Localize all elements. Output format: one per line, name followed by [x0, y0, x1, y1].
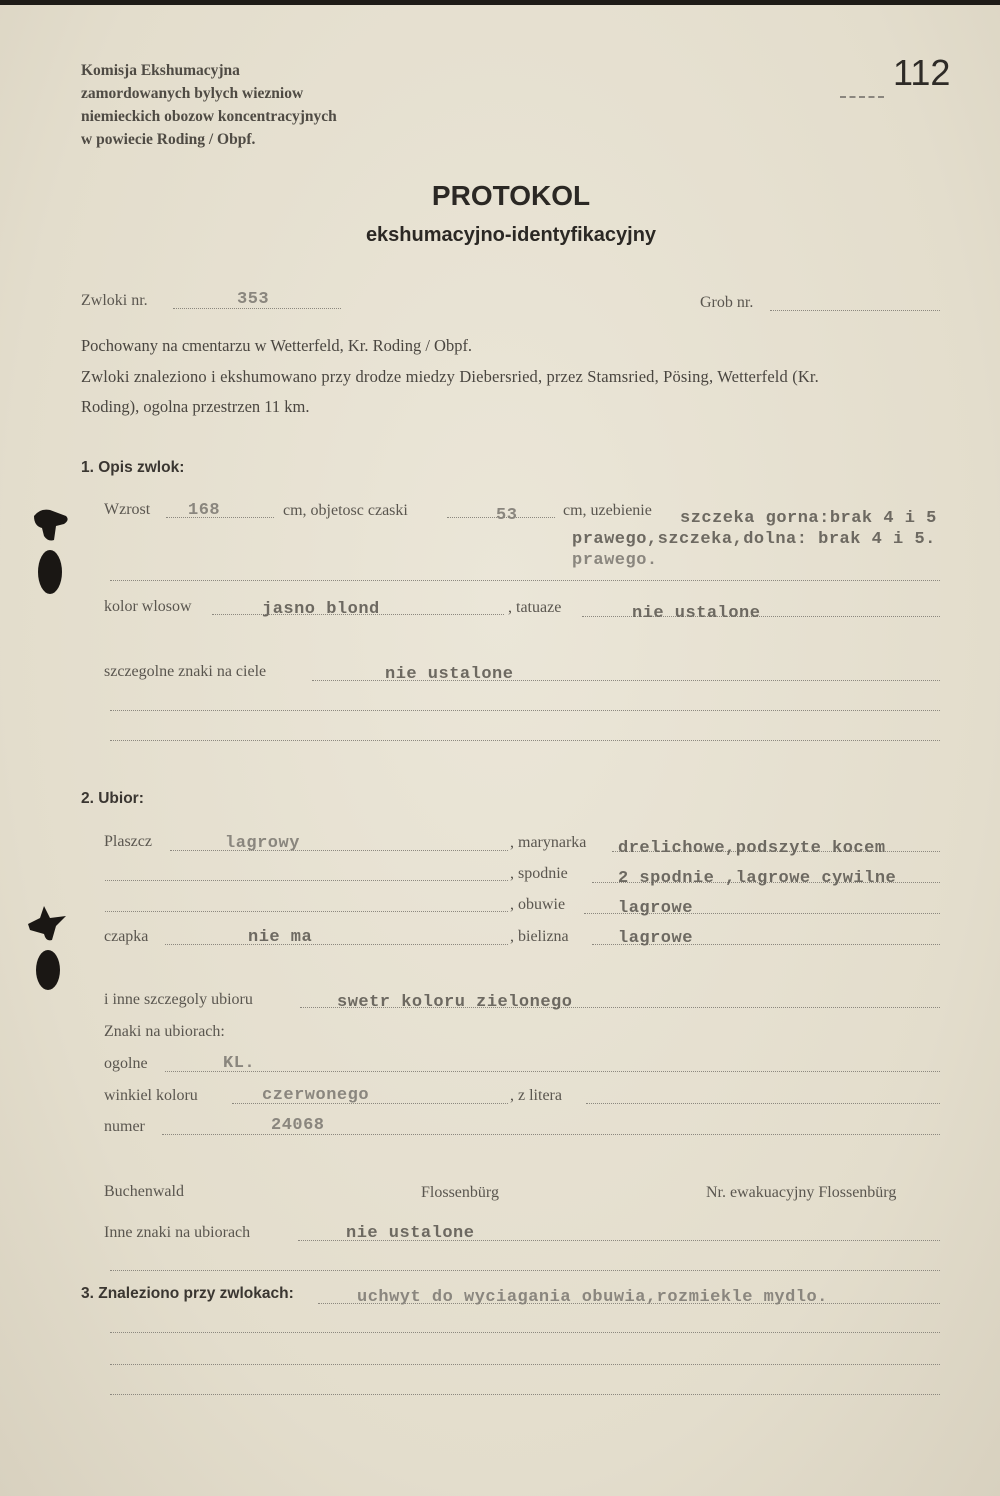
- obuwie-value: lagrowe: [618, 899, 693, 918]
- section-3-line-2: [110, 1332, 940, 1333]
- znaki-ubiorach-label: Znaki na ubiorach:: [104, 1023, 225, 1040]
- zwloki-value: 353: [237, 290, 270, 309]
- uzebienie-line: [110, 580, 940, 581]
- inne-ubior-value: swetr koloru zielonego: [337, 993, 573, 1012]
- section-3-line-3: [110, 1364, 940, 1365]
- marynarka-label: , marynarka: [510, 834, 587, 851]
- tatuaze-value: nie ustalone: [632, 604, 761, 623]
- wzrost-value: 168: [188, 501, 221, 520]
- plaszcz-label: Plaszcz: [104, 833, 152, 850]
- scan-edge: [0, 0, 1000, 5]
- bielizna-label: , bielizna: [510, 928, 569, 945]
- cm-czaszka-label: cm, objetosc czaski: [283, 502, 408, 519]
- found-line-1: Zwloki znaleziono i ekshumowano przy drodze miedzy Diebersried, przez Stamsried, Pösing, Wetterfeld (Kr.: [81, 367, 819, 386]
- page-number: 112: [893, 52, 951, 93]
- header-line-4: w powiecie Roding / Obpf.: [81, 131, 256, 148]
- bielizna-value: lagrowe: [618, 929, 693, 948]
- punch-hole-bottom: [26, 906, 72, 992]
- ogolne-line: [165, 1071, 940, 1072]
- czapka-label: czapka: [104, 928, 149, 945]
- numer-value: 24068: [271, 1116, 325, 1135]
- czapka-value: nie ma: [248, 928, 313, 947]
- document-subtitle: ekshumacyjno-identyfikacyjny: [365, 224, 657, 246]
- znaki-line-3: [110, 740, 940, 741]
- buchenwald-label: Buchenwald: [104, 1183, 184, 1200]
- kolor-value: jasno blond: [262, 600, 380, 619]
- section-3-value: uchwyt do wyciagania obuwia,rozmiekle mydlo.: [357, 1288, 828, 1307]
- inne-znaki-value: nie ustalone: [346, 1224, 475, 1243]
- document-title: PROTOKOL: [431, 180, 591, 211]
- uzebienie-value-1: szczeka gorna:brak 4 i 5: [680, 509, 937, 528]
- obuwie-left-line: [105, 911, 508, 912]
- spodnie-label: , spodnie: [510, 865, 568, 882]
- grob-line: [770, 310, 940, 311]
- section-3-line-4: [110, 1394, 940, 1395]
- spodnie-left-line: [105, 880, 508, 881]
- ogolne-label: ogolne: [104, 1055, 148, 1072]
- punch-hole-top: [30, 506, 72, 596]
- uzebienie-value-2: prawego,szczeka,dolna: brak 4 i 5.: [572, 530, 936, 549]
- numer-label: numer: [104, 1118, 145, 1135]
- inne-ubior-label: i inne szczegoly ubioru: [104, 991, 253, 1008]
- header-line-1: Komisja Ekshumacyjna: [81, 62, 240, 79]
- winkiel-label: winkiel koloru: [104, 1087, 198, 1104]
- zwloki-label: Zwloki nr.: [81, 292, 148, 309]
- ogolne-value: KL.: [223, 1054, 256, 1073]
- kolor-label: kolor wlosow: [104, 598, 192, 615]
- scan-speck: [840, 96, 884, 98]
- znaki-label: szczegolne znaki na ciele: [104, 663, 267, 680]
- uzebienie-label: cm, uzebienie: [563, 502, 652, 519]
- grob-label: Grob nr.: [700, 294, 754, 311]
- header-line-3: niemieckich obozow koncentracyjnych: [81, 108, 337, 125]
- inne-znaki-line-2: [110, 1270, 940, 1271]
- flossenburg-label: Flossenbürg: [421, 1184, 499, 1201]
- found-line-2: Roding), ogolna przestrzen 11 km.: [81, 397, 310, 416]
- czapka-line: [165, 944, 508, 945]
- tatuaze-label: , tatuaze: [508, 599, 562, 616]
- znaki-value: nie ustalone: [385, 665, 514, 684]
- section-3-title: 3. Znaleziono przy zwlokach:: [81, 1285, 294, 1302]
- wzrost-label: Wzrost: [104, 501, 151, 518]
- burial-line: Pochowany na cmentarzu w Wetterfeld, Kr. Roding / Obpf.: [81, 336, 473, 355]
- spodnie-value: 2 spodnie ,lagrowe cywilne: [618, 869, 897, 888]
- winkiel-value: czerwonego: [262, 1086, 370, 1105]
- marynarka-value: drelichowe,podszyte kocem: [618, 839, 886, 858]
- header-line-2: zamordowanych bylych wiezniow: [81, 85, 304, 102]
- uzebienie-value-3: prawego.: [572, 551, 658, 570]
- plaszcz-line: [170, 850, 508, 851]
- ewakuacyjny-label: Nr. ewakuacyjny Flossenbürg: [706, 1184, 897, 1201]
- plaszcz-value: lagrowy: [225, 834, 300, 853]
- litera-label: , z litera: [510, 1087, 562, 1104]
- section-2-title: 2. Ubior:: [81, 790, 144, 807]
- litera-line: [586, 1103, 940, 1104]
- obuwie-label: , obuwie: [510, 896, 566, 913]
- znaki-line-2: [110, 710, 940, 711]
- czaszka-value: 53: [496, 506, 518, 525]
- section-1-title: 1. Opis zwlok:: [81, 459, 185, 476]
- inne-znaki-label: Inne znaki na ubiorach: [104, 1224, 251, 1241]
